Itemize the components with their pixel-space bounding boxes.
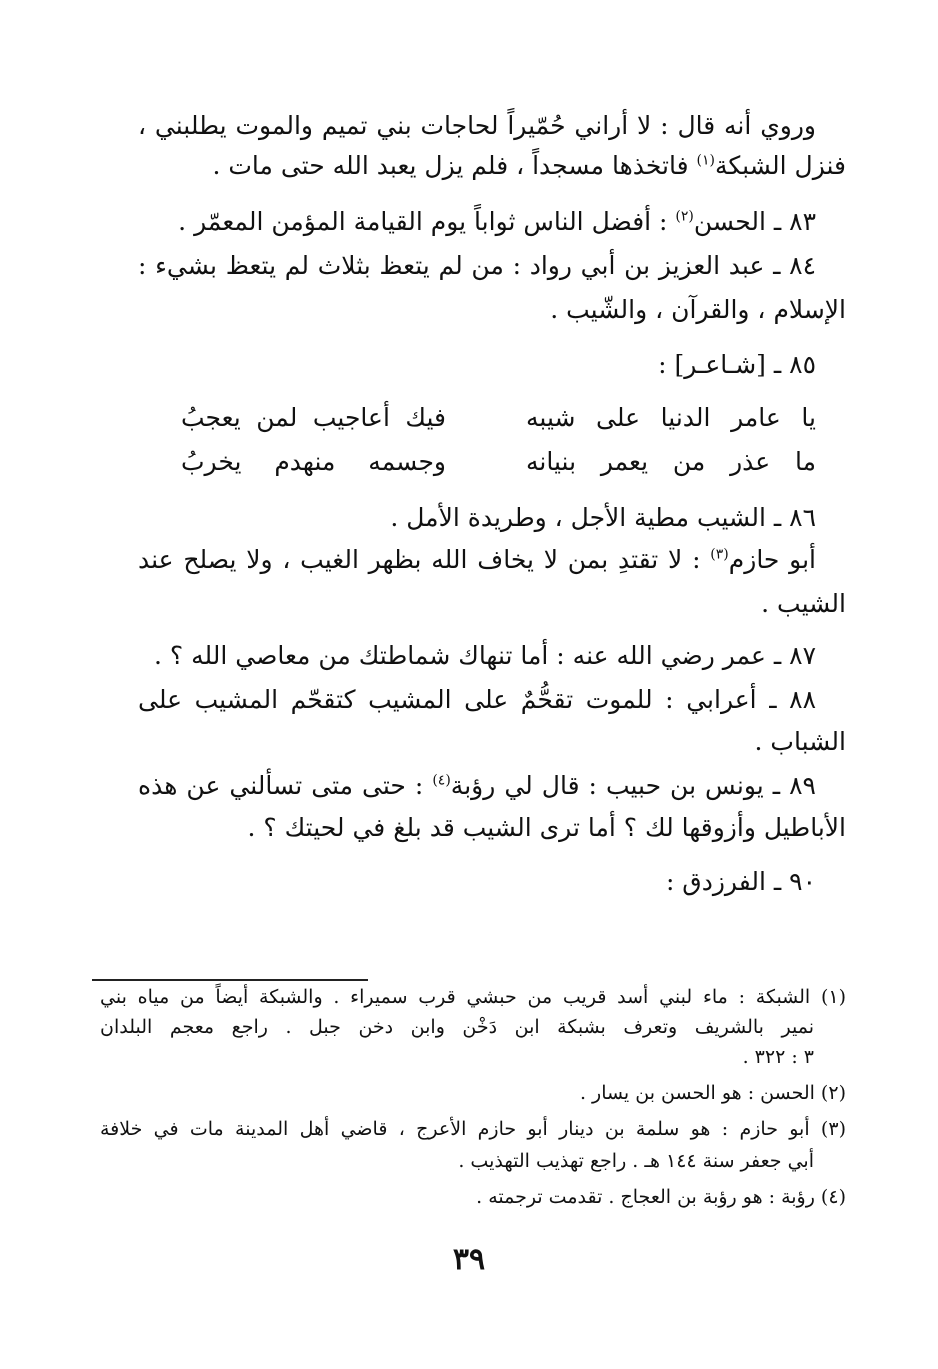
text-line: الشباب . [754,727,846,756]
footnote-separator [92,979,368,981]
page-number: ٣٩ [452,1242,486,1277]
verse-hemistich: فيك أعاجيب لمن يعجبُ [181,403,446,432]
footnote-4: (٤) رؤبة : هو رؤبة بن العجاج . تقدمت ترجمته . [476,1186,846,1208]
entry-88: ٨٨ ـ أعرابي : للموت تقحُّمٌ على المشيب كتقحّم المشيب على [138,685,816,714]
footnote-3: (٣) أبو حازم : هو سلمة بن دينار أبو حازم الأعرج ، قاضي أهل المدينة مات في خلافة [100,1118,846,1140]
footnote-3-cont: أبي جعفر سنة ١٤٤ هـ . راجع تهذيب التهذيب . [458,1150,814,1172]
text-line: أبو حازم$^{(٣)}$ : لا تقتدِ بمن لا يخاف الله بظهر الغيب ، ولا يصلح عند [138,545,816,574]
text-line: الأباطيل وأزوقها لك ؟ أما ترى الشيب قد بلغ في لحيتك ؟ . [247,813,846,842]
text-line: الشيب . [761,589,846,618]
entry-83: ٨٣ ـ الحسن$^{(٢)}$ : أفضل الناس ثواباً يوم القيامة المؤمن المعمّر . [178,207,816,236]
entry-90: ٩٠ ـ الفرزدق : [665,867,816,896]
text-line: وروي أنه قال : لا أراني حُمّيراً لحاجات بني تميم والموت يطلبني ، [138,111,816,140]
footnote-1-cont: ٣ : ٣٢٢ . [742,1046,814,1068]
footnote-1-cont: نمير بالشريف وتعرف بشبكة ابن دَخْن وابن دخن جبل . راجع معجم البلدان [100,1016,814,1038]
footnote-ref: (٢) [675,208,694,225]
entry-84: ٨٤ ـ عبد العزيز بن أبي رواد : من لم يتعظ بثلاث لم يتعظ بشيء : [138,251,816,280]
footnote-ref: (٤) [432,772,451,789]
footnote-ref: (٣) [710,546,729,563]
entry-89: ٨٩ ـ يونس بن حبيب : قال لي رؤبة$^{(٤)}$ : حتى متى تسألني عن هذه [138,771,816,800]
footnote-1: (١) الشبكة : ماء لبني أسد قريب من حبشي قرب سميراء . والشبكة أيضاً من مياه بني [100,986,846,1008]
entry-86: ٨٦ ـ الشيب مطية الأجل ، وطريدة الأمل . [390,503,816,532]
verse-hemistich: ما عذر من يعمر بنيانه [526,447,816,476]
entry-85: ٨٥ ـ [شـاعـر] : [658,350,816,379]
text-line: فنزل الشبكة$^{(١)}$ فاتخذها مسجداً ، فلم يزل يعبد الله حتى مات . [212,151,846,180]
text-line: الإسلام ، والقرآن ، والشّيب . [550,295,846,324]
footnote-ref: (١) [696,152,715,169]
entry-87: ٨٧ ـ عمر رضي الله عنه : أما تنهاك شماطتك من معاصي الله ؟ . [153,641,816,670]
verse-hemistich: يا عامر الدنيا على شيبه [526,403,816,432]
footnote-2: (٢) الحسن : هو الحسن بن يسار . [579,1082,846,1104]
verse-hemistich: وجسمه منهدم يخربُ [181,447,446,476]
